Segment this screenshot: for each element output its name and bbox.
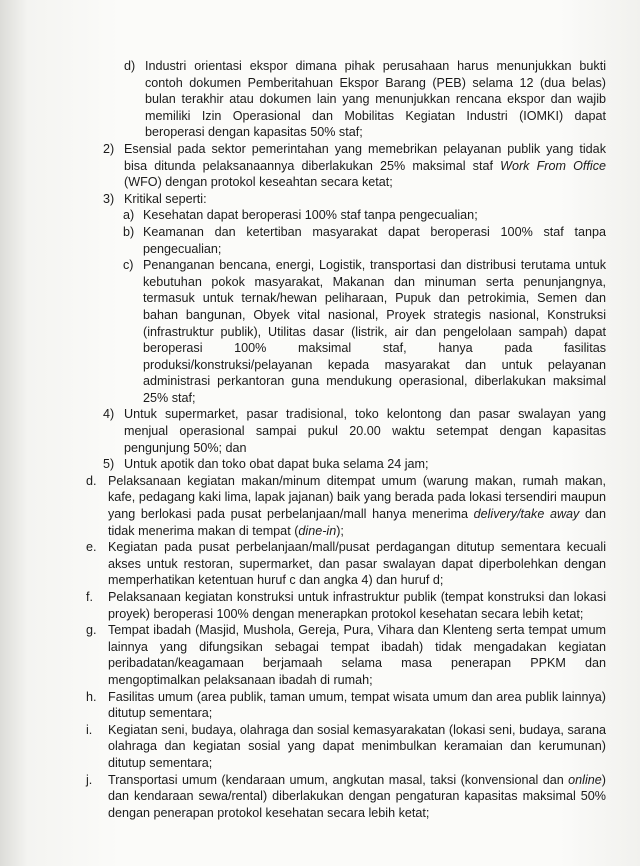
- text-part: dan tidak menerima makan di tempat (: [108, 507, 606, 538]
- item-label: h.: [86, 689, 97, 704]
- text-part: ) dan kendaraan sewa/rental) diberlakukan dengan pengaturan kapasitas maksimal 50% dengan penerapan protokol kesehatan secara lebih ketat;: [108, 772, 606, 820]
- item-text: Untuk supermarket, pasar tradisional, toko kelontong dan pasar swalayan yang menjual operasional sampai pukul 20.00 waktu setempat dengan kapasitas pengunjung 50%; dan: [124, 407, 606, 455]
- item-text: [108, 772, 606, 822]
- list-item-3a: [123, 207, 606, 224]
- list-item-3b: [123, 224, 606, 257]
- list-item-e: [86, 539, 606, 589]
- text-part: Pelaksanaan kegiatan makan/minum ditempat umum (warung makan, rumah makan, kafe, pedagang kaki lima, lapak jajanan) baik yang berada pada lokasi tersendiri maupun yang berlokasi pada pusat perbelanjaan/mall hanya menerima: [108, 473, 606, 522]
- italic-term: online: [568, 772, 602, 787]
- item-label: i.: [86, 722, 93, 737]
- text-part: Transportasi umum (kendaraan umum, angkutan masal, taksi (konvensional dan: [108, 772, 569, 787]
- item-text: Kegiatan pada pusat perbelanjaan/mall/pusat perdagangan ditutup sementara kecuali akses untuk restoran, supermarket, dan pasar swalayan dapat diperbolehkan dengan memperhatikan ketentuan huruf c dan angka 4) dan huruf d;: [108, 540, 606, 588]
- italic-term: dine-in: [298, 523, 337, 538]
- item-text: [124, 141, 606, 191]
- item-text: Penanganan bencana, energi, Logistik, transportasi dan distribusi terutama untuk kebutuhan pokok masyarakat, Makanan dan minuman serta penunjangnya, termasuk untuk ternak/hewan peliharaan, Pupuk dan petrokimia, Semen dan bahan bangunan, Obyek vital nasional, Proyek strategis nasional, Konstruksi (infrastruktur publik), Utilitas dasar (listrik, air dan pengelolaan sampah) dapat beroperasi 100% maksimal staf, hanya pada fasilitas produksi/konstruksi/pelayanan kepada masyarakat dan untuk pelayanan administrasi perkantoran guna mendukung operasional, diberlakukan maksimal 25% staf;: [143, 258, 606, 405]
- list-item-d: [86, 473, 606, 539]
- item-label: 5): [103, 457, 115, 472]
- item-label: f.: [86, 590, 93, 604]
- item-label: a): [123, 208, 135, 223]
- item-label: 4): [103, 407, 115, 422]
- list-item-2: [103, 141, 606, 191]
- list-item-3: [103, 191, 606, 208]
- list-item-h: [86, 689, 606, 722]
- text-part: Esensial pada sektor pemerintahan yang memebrikan pelayanan publik yang tidak bisa ditunda pelaksanaannya diberlakukan 25% maksimal staf: [124, 141, 606, 173]
- item-text: Untuk apotik dan toko obat dapat buka selama 24 jam;: [124, 457, 429, 472]
- list-item-j: [86, 772, 606, 822]
- list-item-i: [86, 722, 606, 772]
- text-part: (WFO) dengan protokol keseahtan secara ketat;: [124, 175, 393, 190]
- item-label: b): [123, 224, 135, 239]
- item-text: Keamanan dan ketertiban masyarakat dapat beroperasi 100% staf tanpa pengecualian;: [143, 224, 606, 256]
- list-item-f: [86, 589, 606, 622]
- item-label: e.: [86, 540, 97, 555]
- italic-term: delivery/take away: [473, 507, 580, 522]
- item-text: Pelaksanaan kegiatan konstruksi untuk infrastruktur publik (tempat konstruksi dan lokasi proyek) beroperasi 100% dengan menerapkan protokol kesehatan secara lebih ketat;: [108, 590, 606, 621]
- item-label: g.: [86, 623, 97, 638]
- list-item-4: [103, 406, 606, 456]
- italic-term: Work From Office: [500, 158, 606, 173]
- item-text: Kesehatan dapat beroperasi 100% staf tanpa pengecualian;: [143, 208, 478, 223]
- text-part: );: [336, 523, 344, 538]
- item-label: d.: [86, 473, 97, 488]
- item-label: 3): [103, 191, 115, 206]
- item-text: Industri orientasi ekspor dimana pihak perusahaan harus menunjukkan bukti contoh dokumen Pemberitahuan Ekspor Barang (PEB) selama 12 (dua belas) bulan terakhir atau dokumen lain yang menunjukkan rencana ekspor dan wajib memiliki Izin Operasional dan Mobilitas Kegiatan Industri (IOMKI) dapat beroperasi dengan kapasitas 50% staf;: [145, 59, 606, 140]
- list-item-g: [86, 622, 606, 688]
- item-label: d): [124, 59, 136, 73]
- item-text: Kritikal seperti:: [124, 191, 207, 206]
- list-item-5: [103, 456, 606, 473]
- list-item-3c: [123, 257, 606, 406]
- item-label: 2): [103, 141, 115, 156]
- item-label: c): [123, 258, 134, 273]
- item-text: [108, 473, 606, 539]
- document-body: [86, 58, 606, 821]
- item-text: Tempat ibadah (Masjid, Mushola, Gereja, Pura, Vihara dan Klenteng serta tempat umum lainnya yang difungsikan sebagai tempat ibadah) tidak mengadakan kegiatan peribadatan/keagamaan berjamaah selama masa penerapan PPKM dan mengoptimalkan pelaksanaan ibadah di rumah;: [108, 623, 606, 687]
- list-item-d-paren: [124, 58, 606, 141]
- item-text: Kegiatan seni, budaya, olahraga dan sosial kemasyarakatan (lokasi seni, budaya, sarana olahraga dan kegiatan sosial yang dapat menimbulkan keramaian dan kerumunan) ditutup sementara;: [108, 722, 606, 770]
- item-label: j.: [86, 772, 93, 787]
- item-text: Fasilitas umum (area publik, taman umum, tempat wisata umum dan area publik lainnya) ditutup sementara;: [108, 689, 606, 721]
